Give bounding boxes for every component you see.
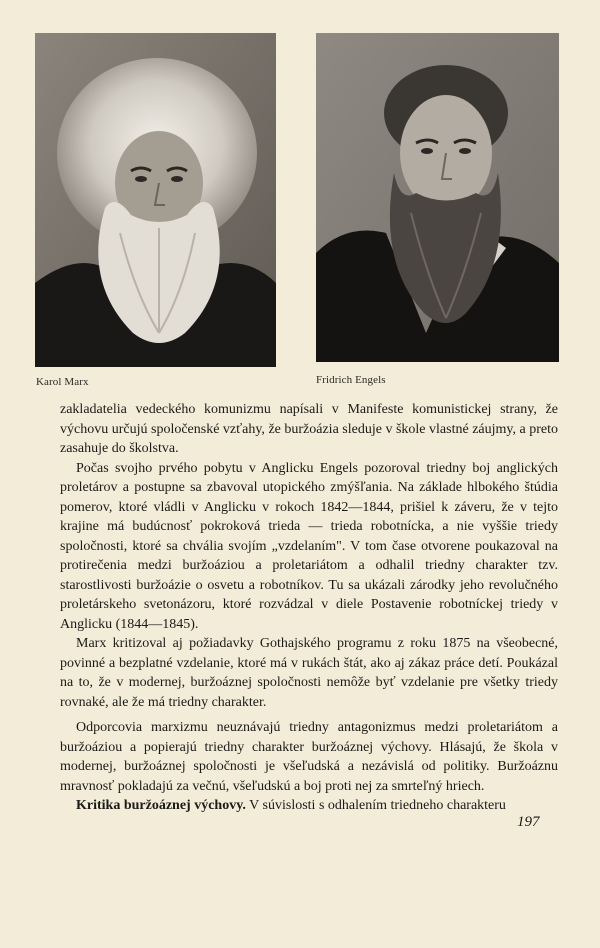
body-text <box>60 400 558 816</box>
paragraph <box>60 796 558 816</box>
karl-marx-portrait <box>35 33 276 367</box>
paragraph: Odporcovia marxizmu neuznávajú triedny antagonizmus medzi proletariátom a buržoáziou a popierajú triedny charakter buržoáznej výchovy. Hlásajú, že škola v modernej, buržoáznej spoločnosti je všeľudská a nezávislá od politiky. Buržoáznu mravnosť pokladajú za večnú, všeľudskú a boj proti nej za smrteľný hriech. <box>60 720 558 794</box>
marx-photo-image <box>35 33 276 367</box>
page-number: 197 <box>517 814 540 830</box>
friedrich-engels-portrait <box>316 33 559 362</box>
paragraph: zakladatelia vedeckého komunizmu napísali v Manifeste komunistickej strany, že výchovu určujú spoločenské vzťahy, že buržoázia sleduje v škole vlastné záujmy, a preto zasahuje do školstva. <box>60 402 558 456</box>
section-heading-inline: Kritika buržoáznej výchovy. <box>76 798 246 813</box>
engels-caption: Fridrich Engels <box>316 374 386 386</box>
paragraph-text: V súvislosti s odhalením triedneho charakteru <box>245 798 506 813</box>
paragraph: Marx kritizoval aj požiadavky Gothajského programu z roku 1875 na všeobecné, povinné a bezplatné vzdelanie, ktoré má v rukách štát, ako aj zákaz práce detí. Poukázal na to, že v modernej, buržoáznej spoločnosti nemôže byť vzdelanie pre všetky triedy rovnaké, ale že má triedny charakter. <box>60 636 558 710</box>
marx-caption: Karol Marx <box>36 376 89 388</box>
engels-photo-image <box>316 33 559 362</box>
paragraph: Počas svojho prvého pobytu v Anglicku Engels pozoroval triedny boj anglických proletárov a postupne sa zbavoval utopického zmýšľania. Na základe hlbokého štúdia pomerov, ktoré vládli v Anglicku v rokoch 1842—1844, prišiel k záveru, že v tejto krajine má budúcnosť pokroková trieda — trieda robotnícka, a nie vyššie triedy spoločnosti, ktoré sa chvália svojím „vzdelaním". V tom čase otvorene poukazoval na protirečenia medzi buržoáziou a proletariátom a odhalil triedny charakter tzv. starostlivosti buržoázie o osvetu a robotníkov. Tu sa ukázali zárodky jeho revolučného proletárskeho svetonázoru, ktoré rozvádzal v diele Postavenie robotníckej triedy v Anglicku (1844—1845). <box>60 460 558 632</box>
